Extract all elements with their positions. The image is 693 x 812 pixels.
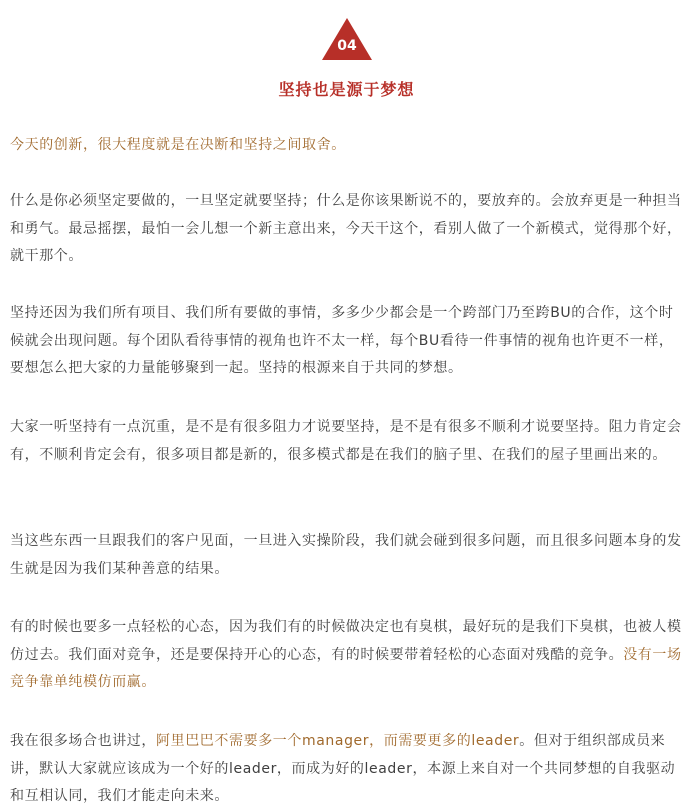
section-title: 坚持也是源于梦想: [278, 80, 415, 99]
highlight-text: 阿里巴巴不需要多一个manager，而需要更多的leader: [156, 733, 520, 749]
paragraph-2: [10, 300, 686, 383]
paragraph-5: [10, 614, 686, 697]
section-number-badge: [322, 18, 372, 60]
section-number: 04: [337, 38, 357, 54]
paragraph-text: 大家一听坚持有一点沉重，是不是有很多阻力才说要坚持，是不是有很多不顺利才说要坚持。阻力肯定会有，不顺利肯定会有，很多项目都是新的，很多模式都是在我们的脑子里、在我们的屋子里画出来的。: [10, 419, 682, 463]
paragraph-1: [10, 188, 686, 271]
paragraph-4: [10, 528, 686, 583]
paragraph-text: 坚持还因为我们所有项目、我们所有要做的事情，多多少少都会是一个跨部门乃至跨BU的合作，这个时候就会出现问题。每个团队看待事情的视角也许不太一样，每个BU看待一件事情的视角也许更不一样，要想怎么把大家的力量能够聚到一起。坚持的根源来自于共同的梦想。: [10, 305, 674, 376]
lead-text: 今天的创新，很大程度就是在决断和坚持之间取舍。: [10, 137, 346, 153]
paragraph-6: [10, 728, 686, 811]
paragraph-text-pre: 我在很多场合也讲过，: [10, 733, 156, 749]
paragraph-text: 什么是你必须坚定要做的，一旦坚定就要坚持；什么是你该果断说不的，要放弃的。会放弃更是一种担当和勇气。最忌摇摆，最怕一会儿想一个新主意出来，今天干这个，看别人做了一个新模式，觉得那个好，就干那个。: [10, 193, 682, 264]
paragraph-text: 有的时候也要多一点轻松的心态，因为我们有的时候做决定也有臭棋，最好玩的是我们下臭棋，也被人模仿过去。我们面对竞争，还是要保持开心的心态，有的时候要带着轻松的心态面对残酷的竞争。: [10, 619, 682, 663]
paragraph-text: 当这些东西一旦跟我们的客户见面，一旦进入实操阶段，我们就会碰到很多问题，而且很多问题本身的发生就是因为我们某种善意的结果。: [10, 533, 682, 577]
paragraph-3: [10, 414, 686, 469]
highlight-text: 没有一场竞争靠单纯模仿而赢。: [10, 646, 682, 690]
paragraph-text-post: 。但对于组织部成员来讲，默认大家就应该成为一个好的leader，而成为好的leader，本源上来自对一个共同梦想的自我驱动和互相认同，我们才能走向未来。: [10, 733, 676, 804]
lead-paragraph: [10, 132, 686, 160]
